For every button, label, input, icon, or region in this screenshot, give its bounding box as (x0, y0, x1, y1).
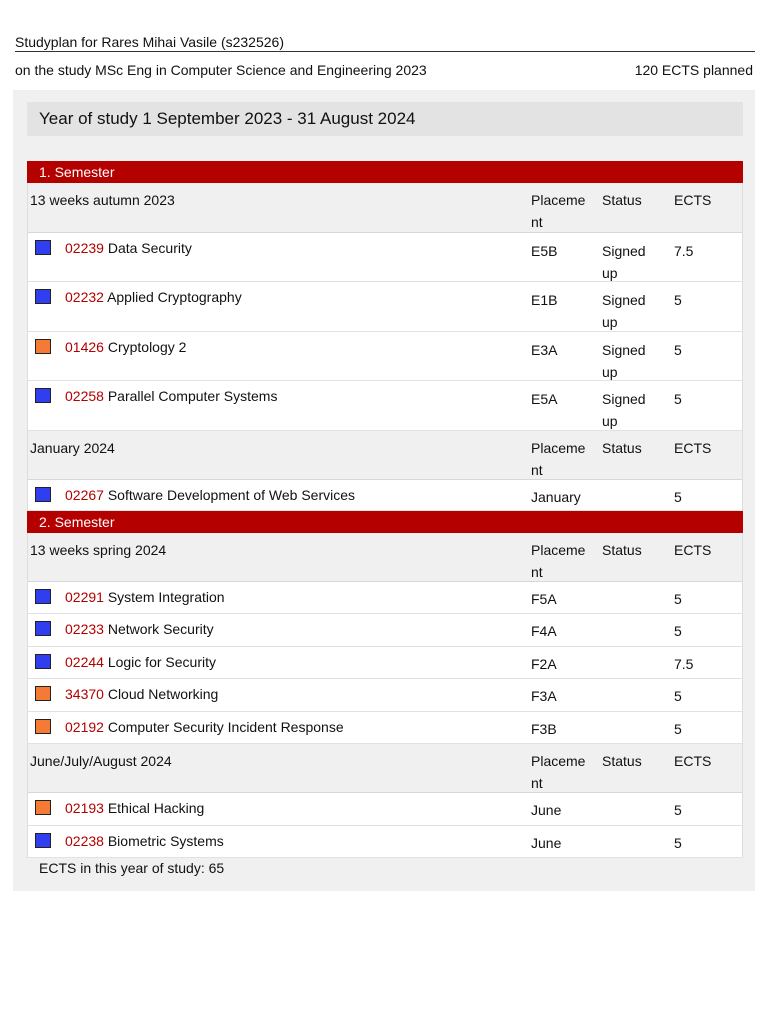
course-title[interactable]: Data Security (107, 240, 192, 256)
course-link[interactable] (65, 798, 204, 818)
course-link[interactable] (65, 337, 186, 357)
ects-column-header: ECTS (674, 542, 712, 558)
course-link[interactable] (65, 485, 355, 505)
course-color-square (35, 719, 51, 734)
placement-column-header: Placeme nt (531, 440, 586, 478)
course-code[interactable]: 02233 (65, 621, 104, 637)
course-title[interactable]: Computer Security Incident Response (107, 719, 344, 735)
status-column-header: Status (602, 753, 642, 769)
course-placement: E3A (531, 342, 558, 358)
course-placement: E5B (531, 243, 558, 259)
year-ects-total: ECTS in this year of study: 65 (39, 860, 225, 876)
course-row (27, 793, 743, 826)
course-placement: F3B (531, 721, 557, 737)
course-status: Signed up (602, 292, 646, 330)
course-code[interactable]: 02244 (65, 654, 104, 670)
course-ects: 5 (674, 835, 682, 851)
course-title[interactable]: Network Security (107, 621, 214, 637)
course-status: Signed up (602, 342, 646, 380)
course-ects: 7.5 (674, 656, 694, 672)
course-row (27, 647, 743, 679)
course-row (27, 381, 743, 431)
course-row (27, 679, 743, 712)
placement-column-header: Placeme nt (531, 542, 586, 580)
period-label: January 2024 (30, 440, 115, 456)
study-programme-line (15, 62, 753, 79)
period-label: 13 weeks spring 2024 (30, 542, 167, 558)
course-row (27, 332, 743, 381)
course-row (27, 614, 743, 647)
course-ects: 5 (674, 721, 682, 737)
course-link[interactable] (65, 717, 344, 737)
period-header-row (27, 431, 743, 480)
course-color-square (35, 487, 51, 502)
course-ects: 5 (674, 623, 682, 639)
course-row (27, 826, 743, 858)
course-placement: E1B (531, 292, 558, 308)
course-link[interactable] (65, 619, 214, 639)
course-link[interactable] (65, 684, 218, 704)
course-code[interactable]: 02291 (65, 589, 104, 605)
course-ects: 5 (674, 591, 682, 607)
year-panel (13, 90, 755, 891)
course-title[interactable]: Logic for Security (107, 654, 216, 670)
course-color-square (35, 833, 51, 848)
course-row (27, 233, 743, 282)
status-column-header: Status (602, 542, 642, 558)
course-title[interactable]: Ethical Hacking (107, 800, 205, 816)
ects-planned: 120 ECTS planned (634, 62, 753, 78)
course-ects: 5 (674, 489, 682, 505)
course-placement: June (531, 835, 562, 851)
ects-column-header: ECTS (674, 192, 712, 208)
course-placement: January (531, 489, 581, 505)
course-row (27, 282, 743, 332)
course-color-square (35, 621, 51, 636)
course-color-square (35, 686, 51, 701)
course-status: Signed up (602, 391, 646, 429)
course-placement: F4A (531, 623, 557, 639)
course-code[interactable]: 01426 (65, 339, 104, 355)
course-ects: 5 (674, 802, 682, 818)
course-code[interactable]: 34370 (65, 686, 104, 702)
course-title[interactable]: Parallel Computer Systems (107, 388, 278, 404)
course-row (27, 480, 743, 511)
course-placement: June (531, 802, 562, 818)
course-placement: F5A (531, 591, 557, 607)
course-title[interactable]: Cloud Networking (107, 686, 219, 702)
course-code[interactable]: 02267 (65, 487, 104, 503)
course-title[interactable]: Biometric Systems (107, 833, 224, 849)
course-code[interactable]: 02232 (65, 289, 104, 305)
placement-column-header: Placeme nt (531, 192, 586, 230)
period-header-row (27, 183, 743, 233)
course-link[interactable] (65, 587, 225, 607)
course-link[interactable] (65, 287, 242, 307)
ects-column-header: ECTS (674, 440, 712, 456)
course-placement: E5A (531, 391, 558, 407)
course-code[interactable]: 02258 (65, 388, 104, 404)
course-title[interactable]: System Integration (107, 589, 225, 605)
period-header-row (27, 533, 743, 582)
semester-header: 2. Semester (27, 511, 743, 533)
course-color-square (35, 240, 51, 255)
course-ects: 7.5 (674, 243, 694, 259)
course-link[interactable] (65, 652, 216, 672)
course-ects: 5 (674, 292, 682, 308)
course-row (27, 712, 743, 744)
course-color-square (35, 589, 51, 604)
study-programme: on the study MSc Eng in Computer Science and Engineering 2023 (15, 62, 427, 78)
course-color-square (35, 388, 51, 403)
course-ects: 5 (674, 342, 682, 358)
course-color-square (35, 800, 51, 815)
study-plan-table (27, 161, 743, 858)
course-color-square (35, 289, 51, 304)
course-code[interactable]: 02239 (65, 240, 104, 256)
course-link[interactable] (65, 831, 224, 851)
placement-column-header: Placeme nt (531, 753, 586, 791)
status-column-header: Status (602, 440, 642, 456)
course-code[interactable]: 02238 (65, 833, 104, 849)
course-status: Signed up (602, 243, 646, 281)
period-label: June/July/August 2024 (30, 753, 172, 769)
course-placement: F3A (531, 688, 557, 704)
course-link[interactable] (65, 386, 277, 406)
course-ects: 5 (674, 391, 682, 407)
course-link[interactable] (65, 238, 192, 258)
course-code[interactable]: 02193 (65, 800, 104, 816)
course-code[interactable]: 02192 (65, 719, 104, 735)
year-of-study-heading: Year of study 1 September 2023 - 31 August 2024 (27, 102, 743, 136)
status-column-header: Status (602, 192, 642, 208)
semester-header: 1. Semester (27, 161, 743, 183)
course-title[interactable]: Cryptology 2 (107, 339, 187, 355)
period-header-row (27, 744, 743, 793)
course-color-square (35, 654, 51, 669)
course-title[interactable]: Applied Cryptography (107, 289, 242, 305)
period-label: 13 weeks autumn 2023 (30, 192, 175, 208)
course-row (27, 582, 743, 614)
course-color-square (35, 339, 51, 354)
course-ects: 5 (674, 688, 682, 704)
course-title[interactable]: Software Development of Web Services (107, 487, 356, 503)
course-placement: F2A (531, 656, 557, 672)
studyplan-title: Studyplan for Rares Mihai Vasile (s232526) (15, 34, 755, 52)
ects-column-header: ECTS (674, 753, 712, 769)
